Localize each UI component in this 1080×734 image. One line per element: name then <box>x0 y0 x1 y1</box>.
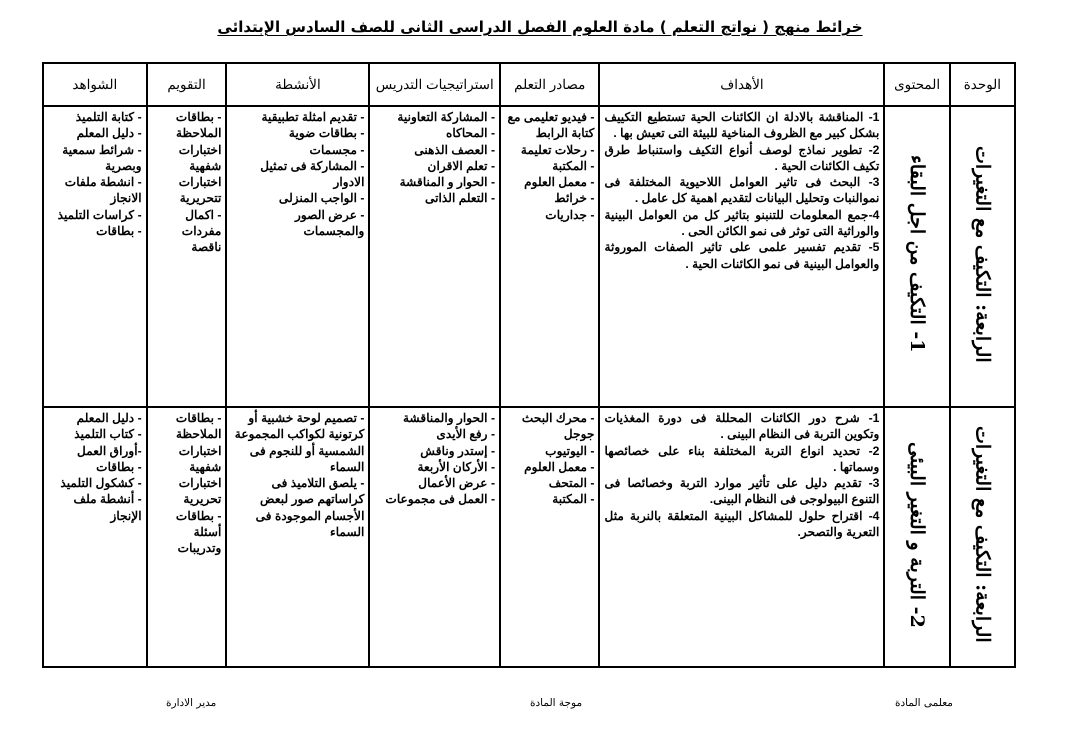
activity-item: - يلصق التلاميذ فى كراساتهم صور لبعض الأجسام الموجودة فى السماء <box>255 476 365 540</box>
resource-item: - محرك البحث جوجل <box>521 411 595 442</box>
goals-cell <box>599 106 884 407</box>
goal-item: 3- تقديم دليل على تأثير موارد التربة وخصائصا فى التنوع البيولوجى فى النظام البينى. <box>604 476 880 507</box>
resource-item: - المتحف <box>548 476 595 491</box>
table-row <box>43 106 1015 407</box>
activity-item: - تصميم لوحة خشبية أو كرتونية لكواكب المجموعة الشمسية أو للنجوم فى السماء <box>234 411 365 474</box>
evaluation-item: - بطاقات الملاحظة <box>175 411 222 442</box>
strategy-item: - الحوار والمناقشة <box>402 411 496 425</box>
evidence-item: - انشطة ملفات الانجاز <box>64 175 142 206</box>
goal-item: 4-جمع المعلومات للتنبنو بتاثير كل من العوامل البينية والوراثية التى توثر فى نمو الكائن الحى . <box>604 207 880 239</box>
activity-item: - بطاقات ضوية <box>288 126 365 141</box>
evaluation-item: اختبارات شفهية <box>178 142 222 173</box>
header-unit: الوحدة <box>950 63 1015 106</box>
evaluation-item: - بطاقات أسئلة وتدريبات <box>175 508 222 556</box>
evidence-item: - كتابة التلميذ <box>75 110 142 124</box>
header-activities: الأنشطة <box>226 63 369 106</box>
evidence-item: - بطاقات <box>96 224 142 239</box>
goal-item: 1- شرح دور الكائنات المحللة فى دورة المغذيات وتكوين التربة فى النظام البينى . <box>604 411 880 442</box>
footer-principal-signature: مدير الادارة <box>166 697 217 709</box>
strategy-item: - تعلم الاقران <box>427 158 496 173</box>
evidence-item: - كشكول التلميذ <box>60 476 142 491</box>
unit-cell <box>950 106 1015 407</box>
strategy-item: - العمل فى مجموعات <box>385 492 496 507</box>
goal-item: 3- البحث فى تاثير العوامل اللاحيوية المختلفة فى نموالنبات وتحليل البيانات لتقديم اهمية كل عامل . <box>604 175 880 206</box>
evaluation-item: اختبارات تتحريرية <box>178 175 222 206</box>
evaluation-item: - بطاقات الملاحظة <box>175 110 222 141</box>
evidence-item: - كراسات التلميذ <box>57 207 142 222</box>
strategy-item: - المحاكاه <box>445 126 496 141</box>
resource-item: - اليوتيوب <box>545 443 595 458</box>
evidence-item: - شرائط سمعية وبصرية <box>62 142 142 173</box>
strategy-item: - التعلم الذاتى <box>424 191 496 206</box>
strategy-item: - المشاركة التعاونية <box>397 110 496 124</box>
strategy-item: - الأركان الأربعة <box>417 459 496 474</box>
footer-teacher-signature: معلمى المادة <box>895 697 953 709</box>
resource-item: - جداريات <box>545 207 595 222</box>
goal-item: 5- تقديم تفسير علمى على تاثير الصفات الموروثة والعوامل البينية فى نمو الكائنات الحية . <box>604 240 880 271</box>
strategy-item: - عرض الأعمال <box>418 476 496 491</box>
resource-item: - معمل العلوم <box>524 459 595 474</box>
evidence-item: - بطاقات <box>96 459 142 474</box>
strategy-item: - العصف الذهنى <box>414 142 496 157</box>
resource-item: - المكتبة <box>552 492 595 507</box>
header-evidence: الشواهد <box>43 63 147 106</box>
header-strategies: استراتيجيات التدريس <box>369 63 500 106</box>
evaluation-item: اختبارات تحريرية <box>178 476 222 507</box>
evidence-cell <box>43 106 147 407</box>
resource-item: - رحلات تعليمة <box>520 142 595 157</box>
evaluation-item: - اكمال مفردات ناقصة <box>181 207 222 255</box>
activities-cell <box>226 106 369 407</box>
resource-item: - المكتبة <box>552 158 595 173</box>
header-evaluation: التقويم <box>147 63 227 106</box>
resources-cell <box>500 106 599 407</box>
goal-item: 4- اقتراح حلول للمشاكل البينية المتعلقة بالنربة مثل التعرية والتصحر. <box>604 508 880 540</box>
unit-label: الرابعة: التكيف مع التغيرات <box>971 145 994 363</box>
activity-item: - تقديم امثلة تطبيقية <box>261 110 365 124</box>
document-title: خرائط منهج ( نواتج التعلم ) مادة العلوم الفصل الدراسى الثانى للصف السادس الإبتدائى <box>217 18 863 36</box>
strategy-item: - رفع الأيدى <box>436 427 496 442</box>
evidence-item: - كتاب التلميذ <box>74 427 142 442</box>
unit-label: الرابعة: التكيف مع التغيرات <box>971 426 994 643</box>
resources-cell <box>500 407 599 667</box>
header-content: المحتوى <box>884 63 949 106</box>
content-cell <box>884 106 949 407</box>
evidence-item: - أنشطة ملف الإنجاز <box>73 492 142 523</box>
goal-item: 2- تطوير نماذج لوصف أنواع التكيف واستنباط طرق تكيف الكائنات الحية . <box>604 142 880 173</box>
evidence-item: - دليل المعلم <box>76 411 142 425</box>
activity-item: - مجسمات <box>309 142 365 157</box>
strategies-cell <box>369 407 500 667</box>
header-goals: الأهداف <box>599 63 884 106</box>
strategy-item: - الحوار و المناقشة <box>399 175 496 190</box>
unit-cell <box>950 407 1015 667</box>
strategies-cell <box>369 106 500 407</box>
table-row <box>43 407 1015 667</box>
header-resources: مصادر التعلم <box>500 63 599 106</box>
activity-item: - المشاركة فى تمثيل الادوار <box>260 158 365 190</box>
strategy-item: - إستدر وناقش <box>420 443 496 458</box>
evidence-cell <box>43 407 147 667</box>
evidence-item: - دليل المعلم <box>76 126 142 141</box>
activities-cell <box>226 407 369 667</box>
content-label: 2- التربة و التغير البيئى <box>906 441 929 628</box>
evaluation-item: اختبارات شفهية <box>178 443 222 474</box>
resource-item: - خرائط <box>554 191 595 206</box>
goal-item: 2- تحديد انواع التربة المختلفة بناء على خصائصها وسماتها . <box>604 443 880 474</box>
curriculum-map-table <box>42 62 1016 668</box>
evaluation-cell <box>147 407 227 667</box>
content-label: 1- التكيف من اجل البقاء <box>906 155 929 353</box>
resource-item: - معمل العلوم <box>524 175 595 190</box>
content-cell <box>884 407 949 667</box>
evaluation-cell <box>147 106 227 407</box>
activity-item: - عرض الصور والمجسمات <box>295 207 365 239</box>
evidence-item: -أوراق العمل <box>76 443 142 458</box>
footer-supervisor-signature: موجة المادة <box>530 697 583 709</box>
goal-item: 1- المناقشة بالادلة ان الكائنات الحية تستطيع التكييف بشكل كبير مع الظروف المناخية للبيئة التى تعيش بها . <box>604 110 880 141</box>
goals-cell <box>599 407 884 667</box>
resource-item: - فيديو تعليمى مع كتابة الرابط <box>507 110 595 141</box>
activity-item: - الواجب المنزلى <box>278 191 365 206</box>
header-row <box>43 63 1015 106</box>
